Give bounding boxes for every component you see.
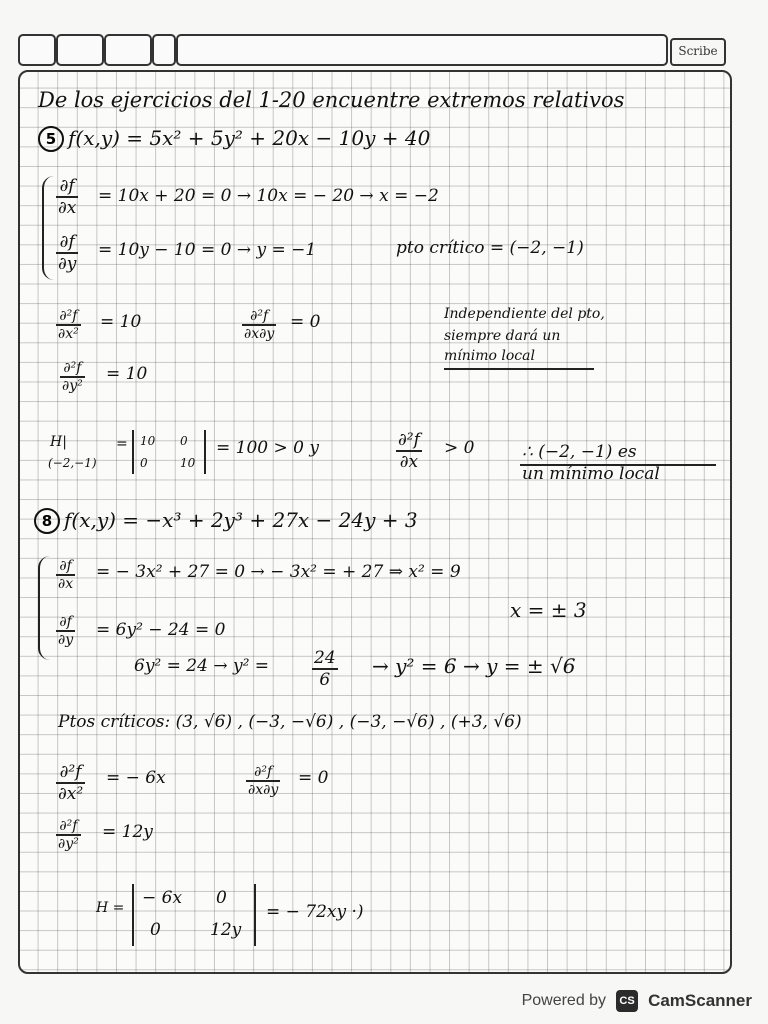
system-brace (42, 176, 54, 280)
ex5-matrix-cell: 10 (140, 434, 156, 448)
ex5-conclusion: un mínimo local (522, 464, 660, 484)
header-box (152, 34, 176, 66)
ex5-note-line: Independiente del pto, (444, 306, 605, 322)
ex8-matrix-cell: − 6x (142, 888, 183, 908)
ex5-fy-equation: = 10y − 10 = 0 → y = −1 (98, 240, 317, 260)
ex5-fx-fraction: $\frac{\partial f}{\partial x}$ (58, 176, 77, 218)
ex8-fy-fraction: $\frac{\partial f}{\partial y}$ (58, 614, 74, 648)
header-box (176, 34, 668, 66)
ex8-critical-points: Ptos críticos: (3, √6) , (−3, −√6) , (−3, −√6) , (+3, √6) (58, 712, 522, 732)
camscanner-name: CamScanner (648, 991, 752, 1010)
underline (444, 368, 594, 370)
page-title: De los ejercicios del 1-20 encuentre extremos relativos (38, 88, 625, 112)
ex5-function: f(x,y) = 5x² + 5y² + 20x − 10y + 40 (68, 126, 431, 150)
ex5-fyy-fraction: $\frac{\text{∂²f}}{\text{∂y²}}$ (62, 360, 83, 394)
ex8-fx-equation: = − 3x² + 27 = 0 → − 3x² = + 27 ⇒ x² = 9 (96, 562, 461, 582)
ex5-hessian-label: H| (50, 434, 67, 450)
system-brace (38, 556, 50, 660)
ex5-determinant: = 100 > 0 y (216, 438, 319, 458)
ex5-hessian-equals: = (116, 436, 128, 452)
ex8-y-work: 6y² = 24 → y² = (134, 656, 270, 676)
ex8-y-fraction: $\frac{24}{6}$ (314, 648, 336, 690)
ex5-fxy-value: = 0 (290, 312, 321, 332)
exercise-number: 8 (34, 508, 60, 534)
ex8-matrix-cell: 0 (216, 888, 227, 908)
ex5-conclusion: ∴ (−2, −1) es (522, 442, 637, 462)
ex5-matrix-cell: 10 (180, 456, 196, 470)
ex5-matrix-cell: 0 (140, 456, 148, 470)
ex8-hessian-label: H = (96, 900, 125, 916)
exercise-number: 5 (38, 126, 64, 152)
camscanner-watermark (522, 986, 752, 1016)
ex5-condition-value: > 0 (444, 438, 475, 458)
ex8-fxy-value: = 0 (298, 768, 329, 788)
ex5-note-line: mínimo local (444, 348, 535, 364)
ex5-fxy-fraction: $\frac{\text{∂²f}}{\partial x\partial y}$ (244, 308, 275, 342)
underline (520, 464, 716, 466)
ex8-matrix-cell: 0 (150, 920, 161, 940)
notebook-header (18, 34, 730, 66)
ex8-fy-equation: = 6y² − 24 = 0 (96, 620, 226, 640)
header-box (18, 34, 56, 66)
matrix-bar-right (254, 884, 256, 946)
powered-by-text: Powered by (521, 992, 607, 1009)
header-box (104, 34, 152, 66)
ex8-fyy-value: = 12y (102, 822, 153, 842)
ex5-fy-fraction: $\frac{\partial f}{\partial y}$ (58, 232, 77, 274)
ex5-fx-equation: = 10x + 20 = 0 → 10x = − 20 → x = −2 (98, 186, 439, 206)
ex8-fx-fraction: $\frac{\partial f}{\partial x}$ (58, 558, 74, 592)
ex5-note-line: siempre dará un (444, 328, 561, 344)
ex5-fxx-fraction: $\frac{\text{∂²f}}{\text{∂x²}}$ (58, 308, 79, 342)
header-box (56, 34, 104, 66)
ex8-fyy-fraction: $\frac{\text{∂²f}}{\text{∂y²}}$ (58, 818, 79, 852)
ex8-function: f(x,y) = −x³ + 2y³ + 27x − 24y + 3 (64, 508, 418, 532)
ex8-fxy-fraction: $\frac{\text{∂²f}}{\partial x\partial y}$ (248, 764, 279, 798)
ex5-fyy-value: = 10 (106, 364, 148, 384)
ex5-matrix-cell: 0 (180, 434, 188, 448)
ex8-fxx-fraction: $\frac{\text{∂²f}}{\text{∂x²}}$ (58, 762, 84, 804)
matrix-bar-right (204, 430, 206, 474)
ex8-y-solution: → y² = 6 → y = ± √6 (372, 654, 576, 678)
ex8-fxx-value: = − 6x (106, 768, 166, 788)
ex5-critical-point: pto crítico = (−2, −1) (396, 238, 584, 258)
ex5-condition-fraction: $\frac{\text{∂²f}}{\partial x}$ (398, 430, 420, 472)
ex8-determinant: = − 72xy ·) (266, 902, 364, 922)
ex8-matrix-cell: 12y (210, 920, 242, 940)
notebook-brand: Scribe (670, 38, 726, 66)
ex5-fxx-value: = 10 (100, 312, 142, 332)
camscanner-logo-icon: CS (616, 990, 638, 1012)
matrix-bar-left (132, 884, 134, 946)
ex5-hessian-point: (−2,−1) (48, 456, 97, 470)
grid-sheet (18, 70, 732, 974)
ex8-x-solution: x = ± 3 (510, 598, 587, 622)
matrix-bar-left (132, 430, 134, 474)
